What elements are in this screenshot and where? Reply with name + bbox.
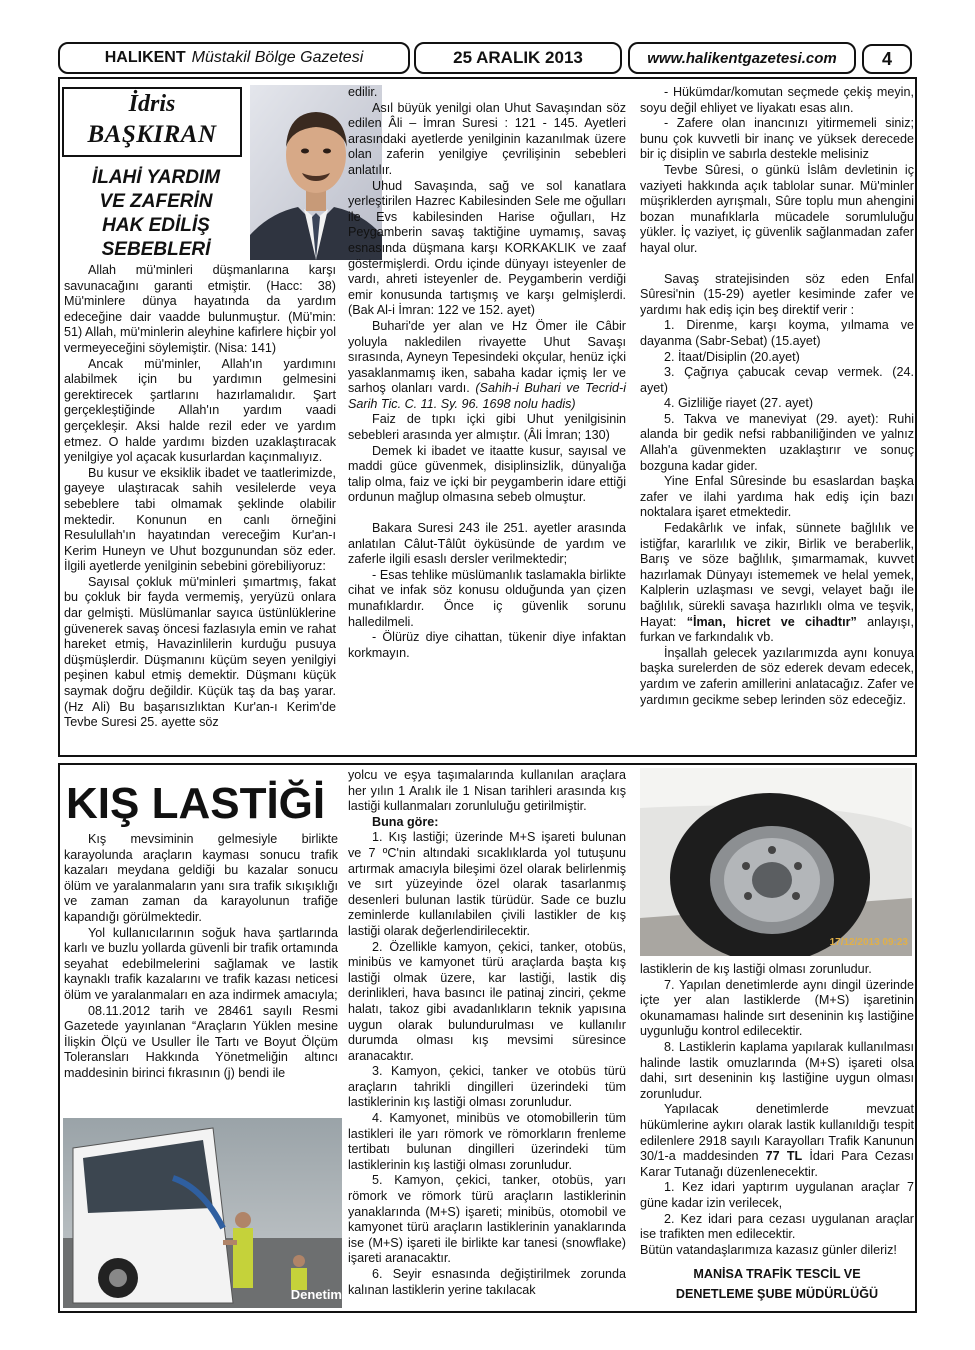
title-line: İLAHİ YARDIM: [91, 167, 221, 188]
subheading: Buna göre:: [372, 814, 439, 829]
list-item: 5. Takva ve maneviyat (29. ayet): Ruhi alanda bir gedik nefsi rabbaniliğinden ve yalnız Allah'a güvenmekten uzaklaştırır ve sonuç bozguna kadar gider.: [640, 411, 914, 473]
paragraph: Asıl büyük yenilgi olan Uhut Savaşından söz edilen Âli – İmran Suresi : 121 - 145. Ayetleri arasındaki ayetlerde yenilginin kazanılmak üzere olan zaferin yenilgiye çevrilişinin sebebleri anlatılır.: [348, 100, 626, 177]
article1-column-2: [348, 85, 626, 661]
paragraph: Allah mü'minleri düşmanlarına karşı savunacağını garanti etmiştir. (Hacc: 38) Mü'minlere dünya hayatında da yardım edeceğine dair vaadde bulunmuştur. (Mü'min: 51) Allah, mü'minlerin aleyhine kafirlere hiçbir yol vermeyeceğini söylemiştir. (Nisa: 141): [64, 263, 336, 355]
paragraph: Savaş stratejisinden söz eden Enfal Sûresi'nin (15-29) ayetler kesiminde zafer ve yardımı hak ediş için beş direktif verir :: [640, 271, 914, 317]
paragraph-text: Buhari'de yer alan ve Hz Ömer ile Câbir yoluyla nakledilen rivayette Uhut Savaşı sırasında, Ayneyn Tepesindeki okçular, henüz içki yasaklanmamış iken, sabaha kadar içmiş ler ve sarhoş olanları vardı.: [348, 318, 626, 396]
title-line: VE ZAFERİN: [99, 191, 213, 212]
spacer: [640, 257, 914, 272]
list-item: 6. Seyir esnasında değiştirilmek zorunda kalınan lastiklerin yerine takılacak: [348, 1267, 626, 1297]
paragraph: İnşallah gelecek yazılarımızda aynı konuya başka surelerden de söz ederek devam edecek, yardım ve zaferin amillerini anlatacağız. Zafer ve yardımın gecikme sebep lerinden söz edeceğiz.: [640, 645, 914, 707]
traffic-inspection-photo: [63, 1118, 342, 1308]
list-item: 4. Kamyonet, minibüs ve otomobillerin tüm lastikleri ile yarı römork ve römorkların frenleme tertibatı bulunan dingilleri üzerindeki tüm lastiklerinin kış lastiği olması zorunludur.: [348, 1111, 626, 1172]
paragraph: - Ölürüz diye cihattan, tükenir diye infaktan korkmayın.: [348, 630, 626, 660]
paragraph: Bu kusur ve eksiklik ibadet ve taatlerimizde, gayeye ulaştıracak sahih vesilelerde veya sebeblere tabi olmamak şeklinde olabilir mektedir. Konunun en canlı örneğini Resulullah'ın hayatından vereceğim Kur'an-ı Kerim Huneyn ve Uhut bozgunundan söz eder. İlgili ayetlerde yenilginin sebebini görebiliyoruz:: [64, 465, 336, 574]
issue-date: 25 ARALIK 2013: [453, 48, 583, 67]
list-item: 8. Lastiklerin kaplama yapılarak kullanılması halinde lastik omuzlarında (M+S) işareti olsa dahi, sırt deseninin kış lastiğine uygun olması zorunludur.: [640, 1039, 914, 1101]
citation: (Sahih-i Buhari ve Tecrid-i Sarih Tic. C. 11. Sy. 96. 1698 nolu hadis): [348, 381, 626, 411]
spacer: [348, 506, 626, 521]
paragraph-text: Fedakârlık ve infak, sünnete bağlılık ve istiğfar, kararlılık ve zikir, Birlik ve beraberlik, Barış ve söze bağlılık, şımarmamak, kuvvet hazırlamak Dünyayı istememek ve helal yemek, Kalplerin uzlaşması ve sevgi, velayet bağı ile bağlılık, sürekli savaşa hazırlıklı olma ve teşvik, Hayat:: [640, 521, 914, 629]
title-line: HAK EDİLİŞ: [102, 215, 210, 236]
signature-line: DENETLEME ŞUBE MÜDÜRLÜĞÜ: [675, 1287, 879, 1302]
paragraph: Yine Enfal Sûresinde bu esaslardan başka zafer ve ilahi yardıma hak ediş için bazı noktalara işaret etmektedir.: [640, 474, 914, 520]
paragraph: Yol kullanıcılarının soğuk hava şartlarında karlı ve buzlu yollarda güvenli bir trafik ortamında seyahat edebilmelerini sağlamak ve lastik kaynaklı trafik kazalarını ve trafik kazası neticesi ölüm ve yaralanmaları en aza indirmek amacıyla;: [64, 925, 338, 1002]
article1-column-1: [64, 263, 336, 731]
article2-column-1: [64, 832, 338, 1082]
paragraph: Ancak mü'minler, Allah'ın yardımını alabilmek için bu yardımın gelmesini gerektirecek şartlarını hazırlamalıdır. Şart gerçekleştiğinde Allah'ın yardım vaadi gerçekleşir. Aksi halde rezil eder ve yardım etmez. O halde yardımı bizden uzaklaştıracak yenilgiye yol açacak kusurlardan kaçınmalıyız.: [64, 356, 336, 465]
article2-column-2: [348, 768, 626, 1298]
paragraph-text: İdari Para Cezası Karar Tutanağı düzenlenecektir.: [640, 1149, 915, 1179]
paper-subtitle: Müstakil Bölge Gazetesi: [191, 49, 364, 66]
list-item: 7. Yapılan denetimlerde aynı dingil üzerinde içte yer alan lastiklerde (M+S) işaretinin okunamaması halinde sırt deseninin kış lastiğine uygunluğu kontrol edilecektir.: [640, 977, 914, 1039]
title-line: SEBEBLERİ: [101, 239, 211, 260]
paragraph: Faiz de tıpkı içki gibi Uhut yenilgisinin sebebleri arasında yer almıştır. (Âli İmran; 130): [348, 412, 626, 443]
website-url: www.halikentgazetesi.com: [647, 49, 837, 67]
list-item: 1. Direnme, karşı koyma, yılmama ve dayanma (Sabr-Sebat) (15.ayet): [640, 318, 914, 348]
paragraph-text: Yapılacak denetimlerde mevzuat hükümlerine aykırı olarak lastik kullanıldığı tespit edilenlere 2918 sayılı Karayolları Trafik Kanunun 30/1-a maddesinden: [640, 1102, 914, 1164]
article1-column-3: [640, 85, 914, 708]
paragraph: [348, 319, 626, 413]
list-item: 5. Kamyon, çekici, tanker, otobüs, yarı römork ve römork türü araçların lastiklerinin yanaklarında (M+S) işareti; minibüs, otomobil ve kamyonet türü araçların lastiklerinin yanaklarında ise (M+S) işareti ile birlikte kar tanesi (snowflake) işareti aranacaktır.: [348, 1173, 626, 1266]
article-title-ilahi-yardim: [66, 166, 246, 262]
page-number: 4: [881, 48, 892, 69]
issue-date-box: [414, 42, 622, 74]
paragraph: Bakara Suresi 243 ile 251. ayetler arasında anlatılan Câlut-Tâlût öyküsünde de yardım ve zaferle ilgili esaslı dersler verilmektedir;: [348, 521, 626, 567]
paragraph: - Esas tehlike müslümanlık taslamakla birlikte cihat ve infak söz konusu olduğunda yan çizen munafıklardır. Önce iç güvenlik sorunu halledilmeli.: [348, 567, 626, 629]
paragraph: yolcu ve eşya taşımalarında kullanılan araçlara her yılın 1 Aralık ile 1 Nisan tarihleri arasında kış lastiği kullanmaları zorunluluğu getirilmiştir.: [348, 768, 626, 814]
paragraph: Kış mevsiminin gelmesiyle birlikte karayolunda araçların kayması sonucu trafik kazaları meydana geldiği bu kazalar sonucu ölüm ve yaralanmaların yanı sıra trafik sıkışıklığı ve zaman zaman da karayolunun trafiğe kapandığı görülmektedir.: [64, 832, 338, 924]
paragraph: Sayısal çokluk mü'minleri şımartmış, fakat bu çokluk bir fayda vermemiş, yeryüzü onlara dar gelmişti. Müslümanlar sayıca üstünlüklerine güvenerek savaş öncesi fazlasıyla emin ve rahat hareket etmiş, Havazinlilerin kurduğu pusuya düşmüşlerdir. Düşmanını küçüm seyen yenilgiyi peşinen kabul etmiş demektir. Düşmanı küçük saymak doğru değildir. Küçük taş da baş yarar.(Hz Ali) Bu başarısızlıktan Kur'an-ı Kerim'de Tevbe Suresi 25. ayette söz: [64, 574, 336, 730]
paragraph: lastiklerin de kış lastiği olması zorunludur.: [640, 962, 872, 976]
author-first-name: İdris: [128, 91, 176, 117]
emphasis-quote: “İman, hicret ve cihadtır”: [686, 614, 857, 629]
paragraph: edilir.: [348, 85, 378, 99]
paragraph: [640, 1102, 914, 1180]
paragraph: - Hükümdar/komutan seçmede çekiş meyin, soyu değil ehliyet ve liyakatı esas alın.: [640, 85, 914, 115]
list-item: 2. Özellikle kamyon, çekici, tanker, otobüs, minibüs ve kamyonet türü araçlarda başta kış lastiği olmak üzere, kar lastiği, lastik diş derinlikleri, hava basıncı ile patinaj zinciri, çekme halatı, takoz gibi avadanlıkların teknik yapısına uygun olarak bulundurulması ve kullanılır durumda olması kış mevsimi süresince aranacaktır.: [348, 939, 626, 1063]
masthead: [58, 42, 410, 74]
author-name-box: [62, 87, 242, 157]
list-item: 2. İtaat/Disiplin (20.ayet): [664, 349, 800, 364]
photo-caption: Denetim: [290, 1287, 342, 1302]
article-title-kis-lastigi: KIŞ LASTİĞİ: [66, 779, 326, 828]
list-item: 4. Gizliliğe riayet (27. ayet): [664, 396, 814, 411]
paragraph-text: anlayışı, furkan ve farkındalık vb.: [640, 614, 914, 645]
paragraph: Demek ki ibadet ve itaatte kusur, sayısal ve maddi güce güvenmek, disiplinsizlik, dünyalığa talip olma, faiz ve içki bir peygamberin idare ettiği ordunun mağlup olmasına sebeb olmuştur.: [348, 443, 626, 505]
page-number-box: [862, 44, 912, 74]
list-item: 2. Kez idari para cezası uygulanan araçlar ise trafikten men edilecektir.: [640, 1211, 914, 1242]
paragraph: 08.11.2012 tarih ve 28461 sayılı Resmi Gazetede yayınlanan “Araçların Yüklen mesine İlişkin Ölçü ve Usuller İle Tartı ve Boyut Ölçüm Toleransları Hakkında Yönetmeliğin altıncı maddesinin birinci fıkrasının (j) bendi ile: [64, 1003, 338, 1080]
article2-column-3: [640, 962, 914, 1304]
paper-name: HALIKENT: [104, 49, 186, 66]
author-last-name: BAŞKIRAN: [87, 121, 217, 148]
list-item: 3. Kamyon, çekici, tanker ve otobüs türü araçların tahrikli dingilleri üzerindeki tüm lastiklerinin kış lastiği olması zorunludur.: [348, 1064, 626, 1110]
list-item: 3. Çağrıya çabucak cevap vermek. (24. ayet): [640, 365, 914, 395]
paragraph: Uhud Savaşında, sağ ve sol kanatlara yerleştirilen Hazrec Kabilesinden Sele me oğulları ile Evs kabilesinden Harise oğulları, Hz Peygamberin savaş taktiğine uymamış, savaş esnasında düşmana karşı KORKAKLIK ve zaaf göstermişlerdi. Ordu içinde dünyayı isteyenler de vardı, ahreti isteyenler de. Peygamberin verdiği emir konusunda tartışmış ve karşı gelmişlerdi. (Bak Al-i İmran: 122 ve 152. ayet): [348, 178, 626, 318]
paragraph: - Zafere olan inancınızı yitirmemeli siniz; bunu çok kuvvetli bir inanç ve yüksek derecede bir iç disiplin ve sabırla destekle melisiniz: [640, 116, 914, 162]
list-item: 1. Kış lastiği; üzerinde M+S işareti bulunan ve 7 ºC'nin altındaki sıcaklıklarda yol tutuşunu artırmak amacıyla bileşimi özel olarak belirlenmiş ve sırt yüzeyinde özel olarak tasarlanmış desenleri bulunan lastik türüdür. Sade ce buzlu zeminlerde kullanılabilen çivili lastikler de kış lastiği olarak değerlendirilecektir.: [348, 830, 626, 938]
paragraph: Tevbe Sûresi, o günkü İslâm devletinin iç vaziyeti hakkında açık tablolar sunar. Mü'minler müşriklerden ayrışmalı, Sûre toplu mun ahengini bozan munafıklarla mücadele sorumluluğu yükler. İç vaziyet, iç güvenlik sağlanmadan zafer hayal olur.: [640, 162, 914, 255]
fine-amount: 77 TL: [765, 1149, 803, 1164]
photo-timestamp: 17/12/2013 09:23: [829, 937, 908, 948]
winter-tire-photo: [640, 768, 912, 956]
website-box: [628, 42, 856, 74]
signature-line: MANİSA TRAFİK TESCİL VE: [693, 1267, 861, 1282]
paragraph: [640, 521, 914, 646]
closing-wish: Bütün vatandaşlarımıza kazasız günler dileriz!: [640, 1242, 897, 1257]
list-item: 1. Kez idari yaptırım uygulanan araçlar 7 güne kadar izin verilecek,: [640, 1180, 914, 1210]
